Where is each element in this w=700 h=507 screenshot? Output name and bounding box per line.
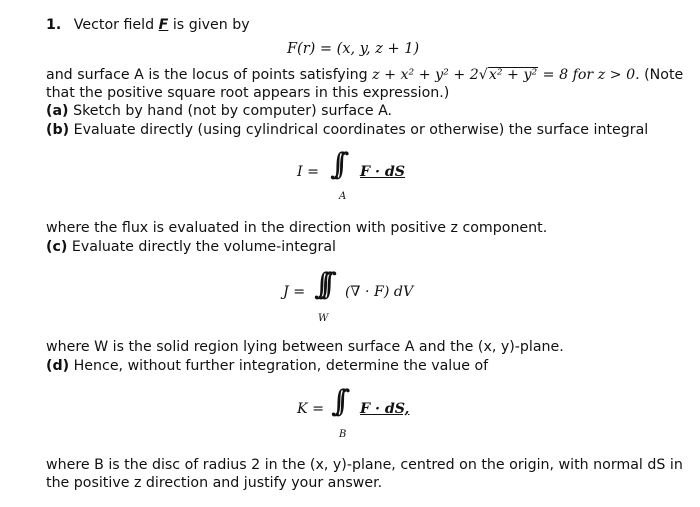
triple-integral-sign: ∫∫∫ xyxy=(314,267,325,302)
part-d-text: Hence, without further integration, determine the value of xyxy=(73,358,489,374)
region-note: where W is the solid region lying between surface A and the (x, y)-plane. xyxy=(46,339,564,355)
part-d xyxy=(46,357,488,375)
integral-k-body: F · dS, xyxy=(360,401,410,417)
integral-i-body: F · dS xyxy=(360,164,406,180)
part-c xyxy=(46,238,336,256)
surface-line-b: that the positive square root appears in this expression.) xyxy=(46,85,450,101)
part-b-text: Evaluate directly (using cylindrical coordinates or otherwise) the surface integral xyxy=(73,122,649,138)
part-a xyxy=(46,102,392,120)
integral-j-lhs: J = xyxy=(283,284,306,300)
integral-j-body: (∇ · F) dV xyxy=(345,284,414,300)
part-a-text: Sketch by hand (not by computer) surface A. xyxy=(73,103,393,119)
part-c-label: (c) xyxy=(46,239,68,255)
part-b-label: (b) xyxy=(46,122,70,138)
intro-text: Vector field xyxy=(73,17,155,33)
problem-number: 1. xyxy=(46,17,62,33)
disc-line-b: the positive z direction and justify your answer. xyxy=(46,475,383,491)
disc-line-a: where B is the disc of radius 2 in the (x, y)-plane, centred on the origin, with normal dS in xyxy=(46,457,683,473)
problem-header xyxy=(46,16,250,34)
surface-intro: and surface A is the locus of points satisfying xyxy=(46,67,368,83)
flux-note: where the flux is evaluated in the direction with positive z component. xyxy=(46,220,548,236)
double-integral-sign-k: ∫∫ xyxy=(331,384,339,419)
integral-j-sub: W xyxy=(318,313,329,324)
integral-i-sub: A xyxy=(339,191,347,202)
field-symbol: F xyxy=(158,17,169,33)
double-integral-sign-i: ∫∫ xyxy=(330,147,338,182)
surface-eq-rhs: = 8 for z > 0. xyxy=(542,67,640,83)
part-c-text: Evaluate directly the volume-integral xyxy=(71,239,336,255)
surface-eq-lhs: z + x² + y² + 2 xyxy=(372,67,479,83)
part-d-label: (d) xyxy=(46,358,70,374)
surface-line-a: and surface A is the locus of points satisfying z + x² + y² + 2√x² + y² = 8 for z > 0. (Note xyxy=(46,67,684,83)
intro-tail: is given by xyxy=(172,17,250,33)
part-a-label: (a) xyxy=(46,103,69,119)
surface-eq-sqrt: x² + y² xyxy=(488,67,538,83)
surface-note-start: (Note xyxy=(644,67,684,83)
integral-k-sub: B xyxy=(339,429,347,440)
part-b xyxy=(46,121,648,139)
integral-i-lhs: I = xyxy=(297,164,320,180)
field-definition: F(r) = (x, y, z + 1) xyxy=(287,41,420,57)
integral-k-lhs: K = xyxy=(297,401,324,417)
